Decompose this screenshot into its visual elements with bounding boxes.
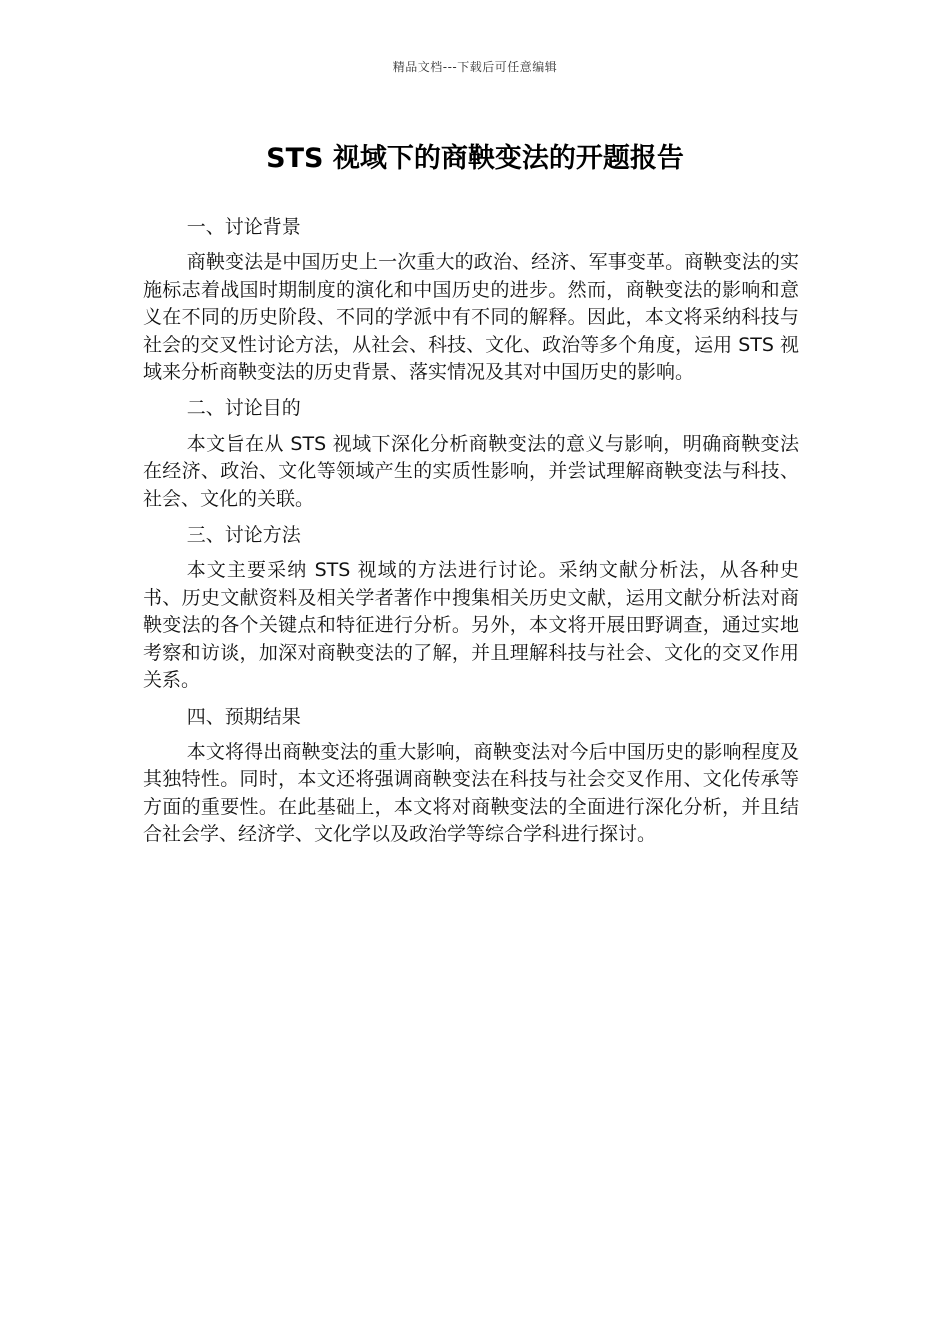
section-paragraph: 本文将得出商鞅变法的重大影响，商鞅变法对今后中国历史的影响程度及其独特性。同时，本文还将强调商鞅变法在科技与社会交叉作用、文化传承等方面的重要性。在此基础上，本文将对商鞅变法的全面进行深化分析，并且结合社会学、经济学、文化学以及政治学等综合学科进行探讨。 — [143, 740, 799, 846]
section-paragraph: 本文主要采纳 STS 视域的方法进行讨论。采纳文献分析法，从各种史书、历史文献资料及相关学者著作中搜集相关历史文献，运用文献分析法对商鞅变法的各个关键点和特征进行分析。另外，本文将开展田野调查，通过实地考察和访谈，加深对商鞅变法的了解，并且理解科技与社会、文化的交叉作用关系。 — [143, 559, 799, 692]
section-background — [143, 214, 799, 386]
header-note: 精品文档---下载后可任意编辑 — [392, 60, 558, 74]
document-body — [143, 214, 799, 858]
section-purpose — [143, 395, 799, 513]
section-method — [143, 522, 799, 694]
section-paragraph: 商鞅变法是中国历史上一次重大的政治、经济、军事变革。商鞅变法的实施标志着战国时期制度的演化和中国历史的进步。然而，商鞅变法的影响和意义在不同的历史阶段、不同的学派中有不同的解释。因此，本文将采纳科技与社会的交叉性讨论方法，从社会、科技、文化、政治等多个角度，运用 STS 视域来分析商鞅变法的历史背景、落实情况及其对中国历史的影响。 — [143, 251, 799, 384]
section-heading: 一、讨论背景 — [186, 216, 301, 238]
document-title: STS 视域下的商鞅变法的开题报告 — [266, 143, 684, 174]
section-heading: 四、预期结果 — [186, 705, 301, 728]
section-paragraph: 本文旨在从 STS 视域下深化分析商鞅变法的意义与影响，明确商鞅变法在经济、政治、文化等领域产生的实质性影响，并尝试理解商鞅变法与科技、社会、文化的关联。 — [143, 432, 799, 510]
section-heading: 三、讨论方法 — [186, 524, 301, 547]
section-expected-results — [143, 704, 799, 849]
section-heading: 二、讨论目的 — [186, 397, 301, 420]
